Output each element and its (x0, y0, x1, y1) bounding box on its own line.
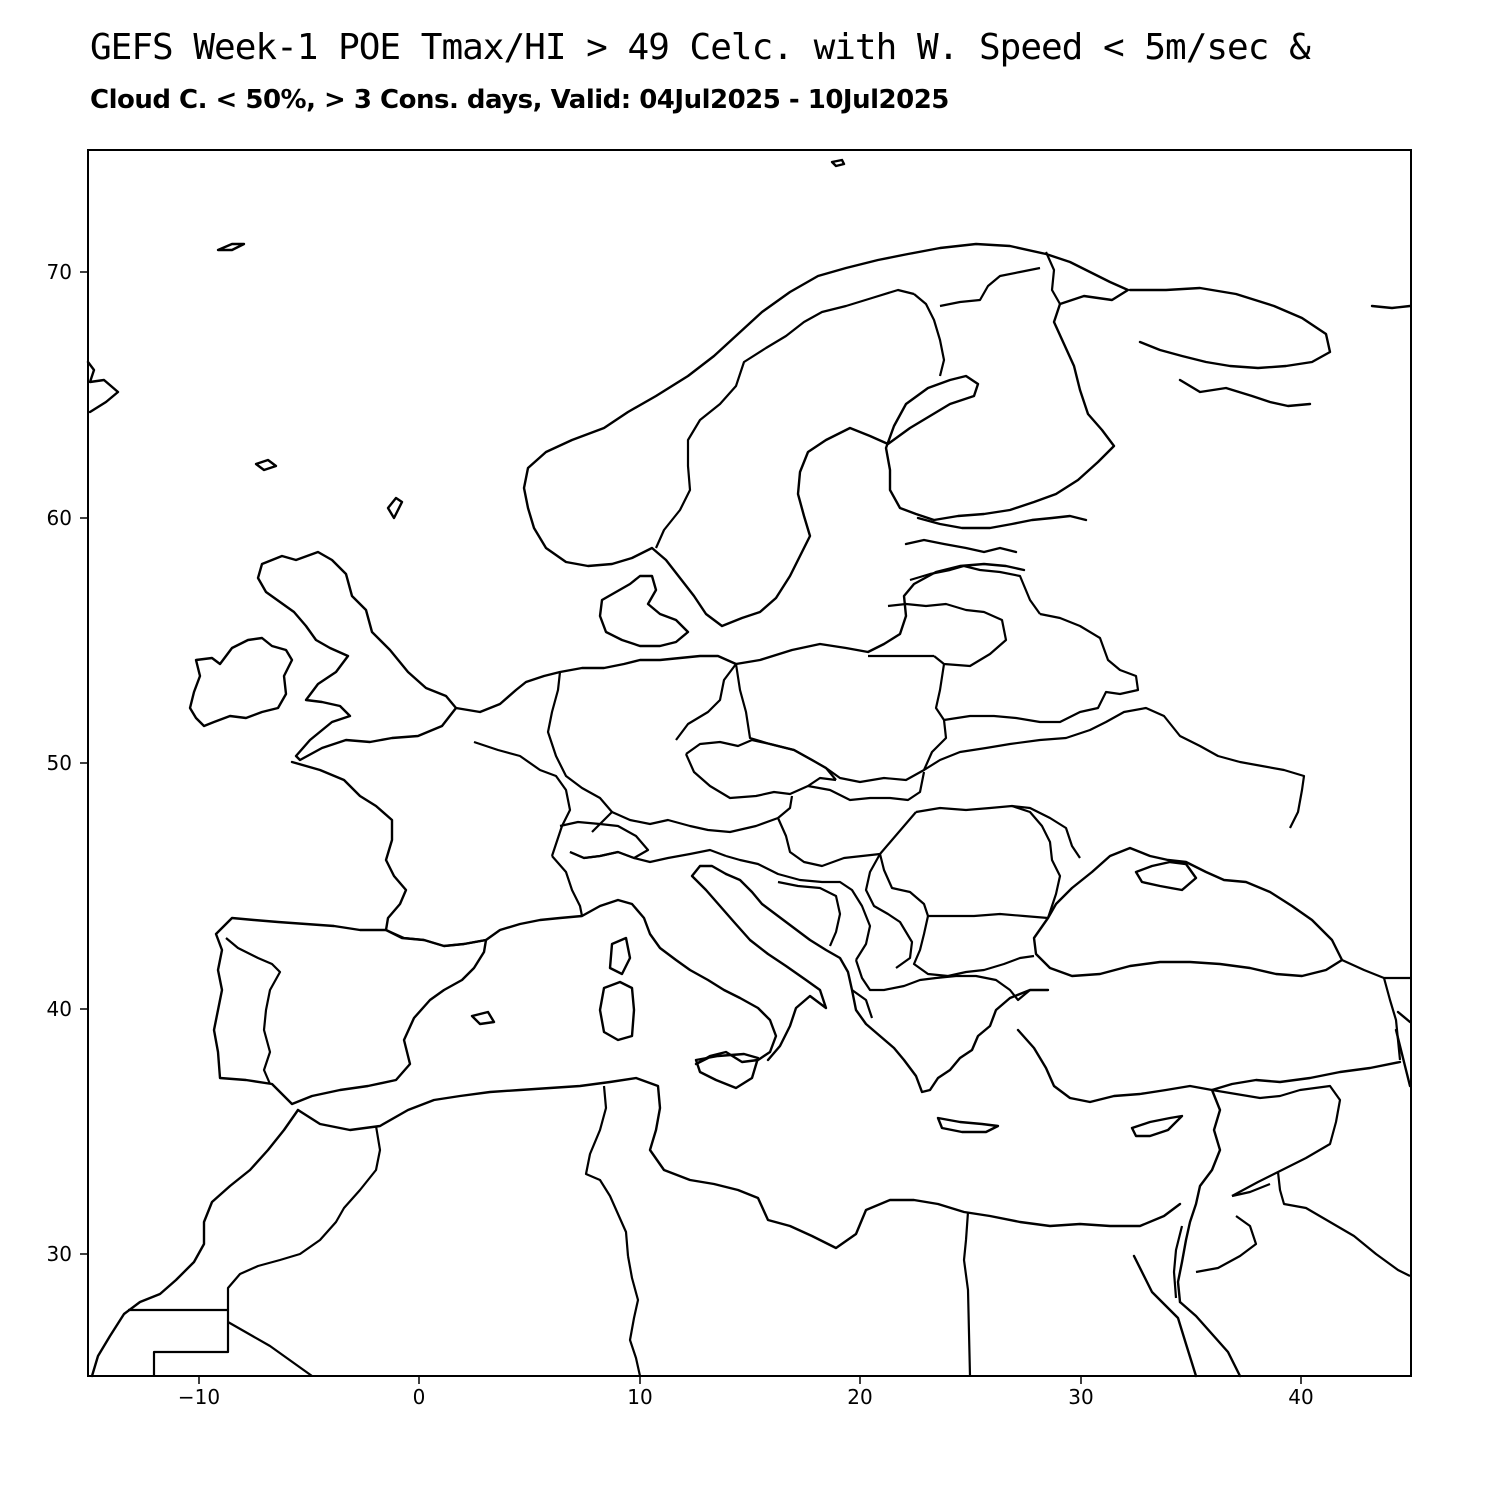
scandinavia-outline (524, 244, 1128, 626)
axis-ticks (80, 272, 1301, 1384)
sicily-outline (696, 1054, 758, 1088)
y-tick-label: 70 (46, 260, 72, 284)
y-tick-label: 60 (46, 506, 72, 530)
x-tick-label: 10 (627, 1385, 653, 1409)
plot-frame (88, 150, 1411, 1376)
country-borders (128, 252, 1410, 1376)
y-tick-label: 40 (46, 997, 72, 1021)
y-tick-label: 30 (46, 1242, 72, 1266)
x-tick-label: 0 (412, 1385, 426, 1409)
map-subtitle: Cloud C. < 50%, > 3 Cons. days, Valid: 04Jul2025 - 10Jul2025 (90, 85, 949, 115)
denmark-outline (600, 576, 688, 646)
x-tick-label: −10 (177, 1385, 221, 1409)
sardinia-outline (600, 982, 634, 1040)
great-britain-outline (258, 552, 456, 760)
coastlines (88, 160, 1410, 1376)
ireland-outline (190, 638, 292, 726)
x-tick-label: 40 (1288, 1385, 1314, 1409)
x-tick-label: 20 (847, 1385, 873, 1409)
y-tick-label: 50 (46, 751, 72, 775)
x-tick-label: 30 (1068, 1385, 1094, 1409)
y-tick-labels (47, 260, 72, 1266)
map-title: GEFS Week-1 POE Tmax/HI > 49 Celc. with W. Speed < 5m/sec & (90, 27, 1310, 68)
x-tick-labels (178, 1385, 1314, 1409)
north-africa-coast (298, 1078, 1180, 1248)
italy-outline (692, 866, 826, 1060)
